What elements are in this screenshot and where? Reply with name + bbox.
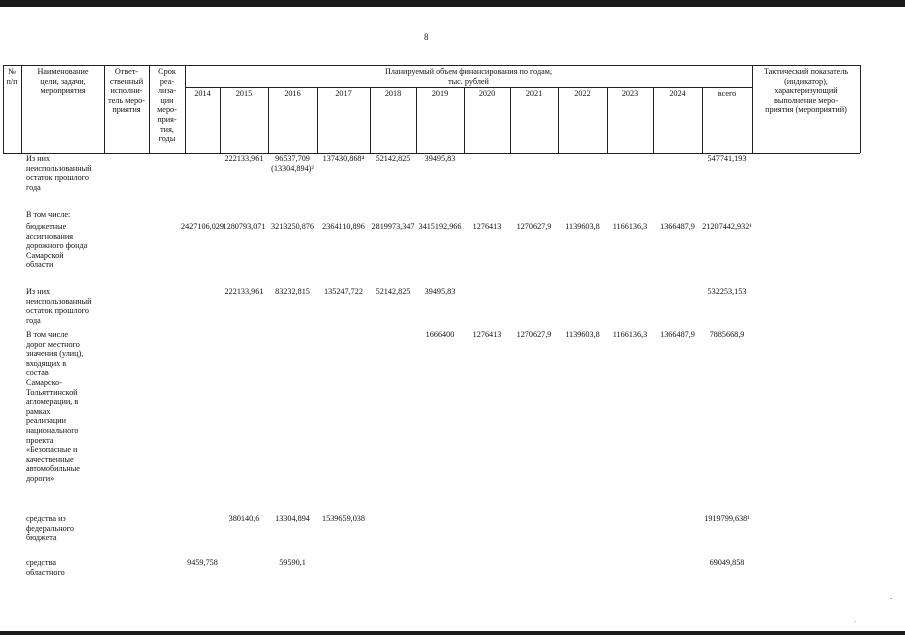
table-cell: 3415192,966 [418,222,462,231]
table-cell: 1276413 [472,330,502,339]
page-number: 8 [424,32,429,42]
table-cell: 1366487,9 [660,222,695,231]
table-cell: 59590,1 [279,558,306,567]
row-label: В том числе дорог местного значения (улиц), входящих в состав Самарско- Тольяттинской агломерации, в рамках реализации национального проекта «Безопасные и качественные автомобильные дороги» [26,330,84,483]
years-header-top-border [185,87,752,88]
row-label: В том числе: [26,210,71,219]
year-header-5: 2019 [431,89,449,98]
header-num: № п/п [6,67,18,86]
header-column-border [860,65,861,153]
table-top-border [3,65,860,66]
table-cell: 380140,6 [228,514,260,523]
table-cell: 1280793,071 [222,222,266,231]
table-cell: 2427106,029 [181,222,224,231]
table-cell: 1276413 [472,222,502,231]
table-cell: 2819973,347 [371,222,415,231]
year-header-3: 2017 [335,89,352,98]
table-cell: 1166136,3 [612,330,648,339]
table-cell: 52142,825 [375,154,411,163]
table-cell: 96537,709 (13304,894)² [271,154,314,173]
year-header-11: всего [717,89,737,98]
year-header-8: 2022 [574,89,591,98]
table-cell: 3213250,876 [271,222,314,231]
table-cell: 547741,193 [707,154,747,163]
table-cell: 7885668,9 [709,330,745,339]
table-cell: 222133,961 [224,154,264,163]
header-term: Срок реа- лиза- ции меро- прия- тия, годы [157,67,177,144]
year-header-6: 2020 [478,89,496,98]
table-cell: 1270627,9 [516,222,552,231]
year-header-1: 2015 [235,89,253,98]
table-cell: 222133,961 [224,287,264,296]
year-header-9: 2023 [621,89,639,98]
bottom-scan-border [0,631,905,635]
header-funding: Планируемый объем финансирования по годам, тыс. рублей [384,67,553,86]
table-cell: 2364110,896 [322,222,365,231]
table-cell: 13304,894 [275,514,310,523]
year-header-7: 2021 [525,89,543,98]
table-cell: 135247,722 [324,287,363,296]
table-cell: 9459,758 [187,558,218,567]
table-cell: 1919799,638¹ [704,514,750,523]
year-header-4: 2018 [384,89,402,98]
year-header-0: 2014 [194,89,211,98]
table-cell: 1666400 [425,330,455,339]
table-cell: 137430,868⁴ [322,154,365,163]
header-responsible: Ответ- ственный исполни- тель меро- приятия [108,67,145,115]
table-cell: 52142,825 [375,287,411,296]
row-label: бюджетные ассигнования дорожного фонда Самарской области [26,222,88,270]
table-cell: 532253,153 [707,287,747,296]
row-label: средства областного [26,558,65,577]
table-cell: 1139603,8 [565,330,600,339]
row-label: Из них неиспользованный остаток прошлого года [26,154,92,192]
table-cell: 1539659,038 [322,514,365,523]
table-cell: 69049,858 [709,558,745,567]
table-cell: 1139603,8 [565,222,600,231]
table-cell: 21207442,932¹ [702,222,752,231]
table-cell: 39495,83 [424,154,456,163]
table-cell: 1166136,3 [612,222,648,231]
table-cell: 39495,83 [424,287,456,296]
top-scan-border [0,0,905,7]
table-cell: 83232,815 [275,287,310,296]
margin-tick: - [890,596,892,602]
row-label: средства из федерального бюджета [26,514,74,543]
year-header-10: 2024 [669,89,686,98]
header-indicator: Тактический показатель (индикатор), характеризующий выполнение меро- приятия (мероприятий) [763,67,849,115]
row-label: Из них неиспользованный остаток прошлого года [26,287,92,325]
table-cell: 1366487,9 [660,330,695,339]
table-cell: 1270627,9 [516,330,552,339]
header-name: Наименование цели, задачи, мероприятия [37,67,89,96]
year-header-2: 2016 [284,89,301,98]
margin-dot: . [855,618,857,624]
